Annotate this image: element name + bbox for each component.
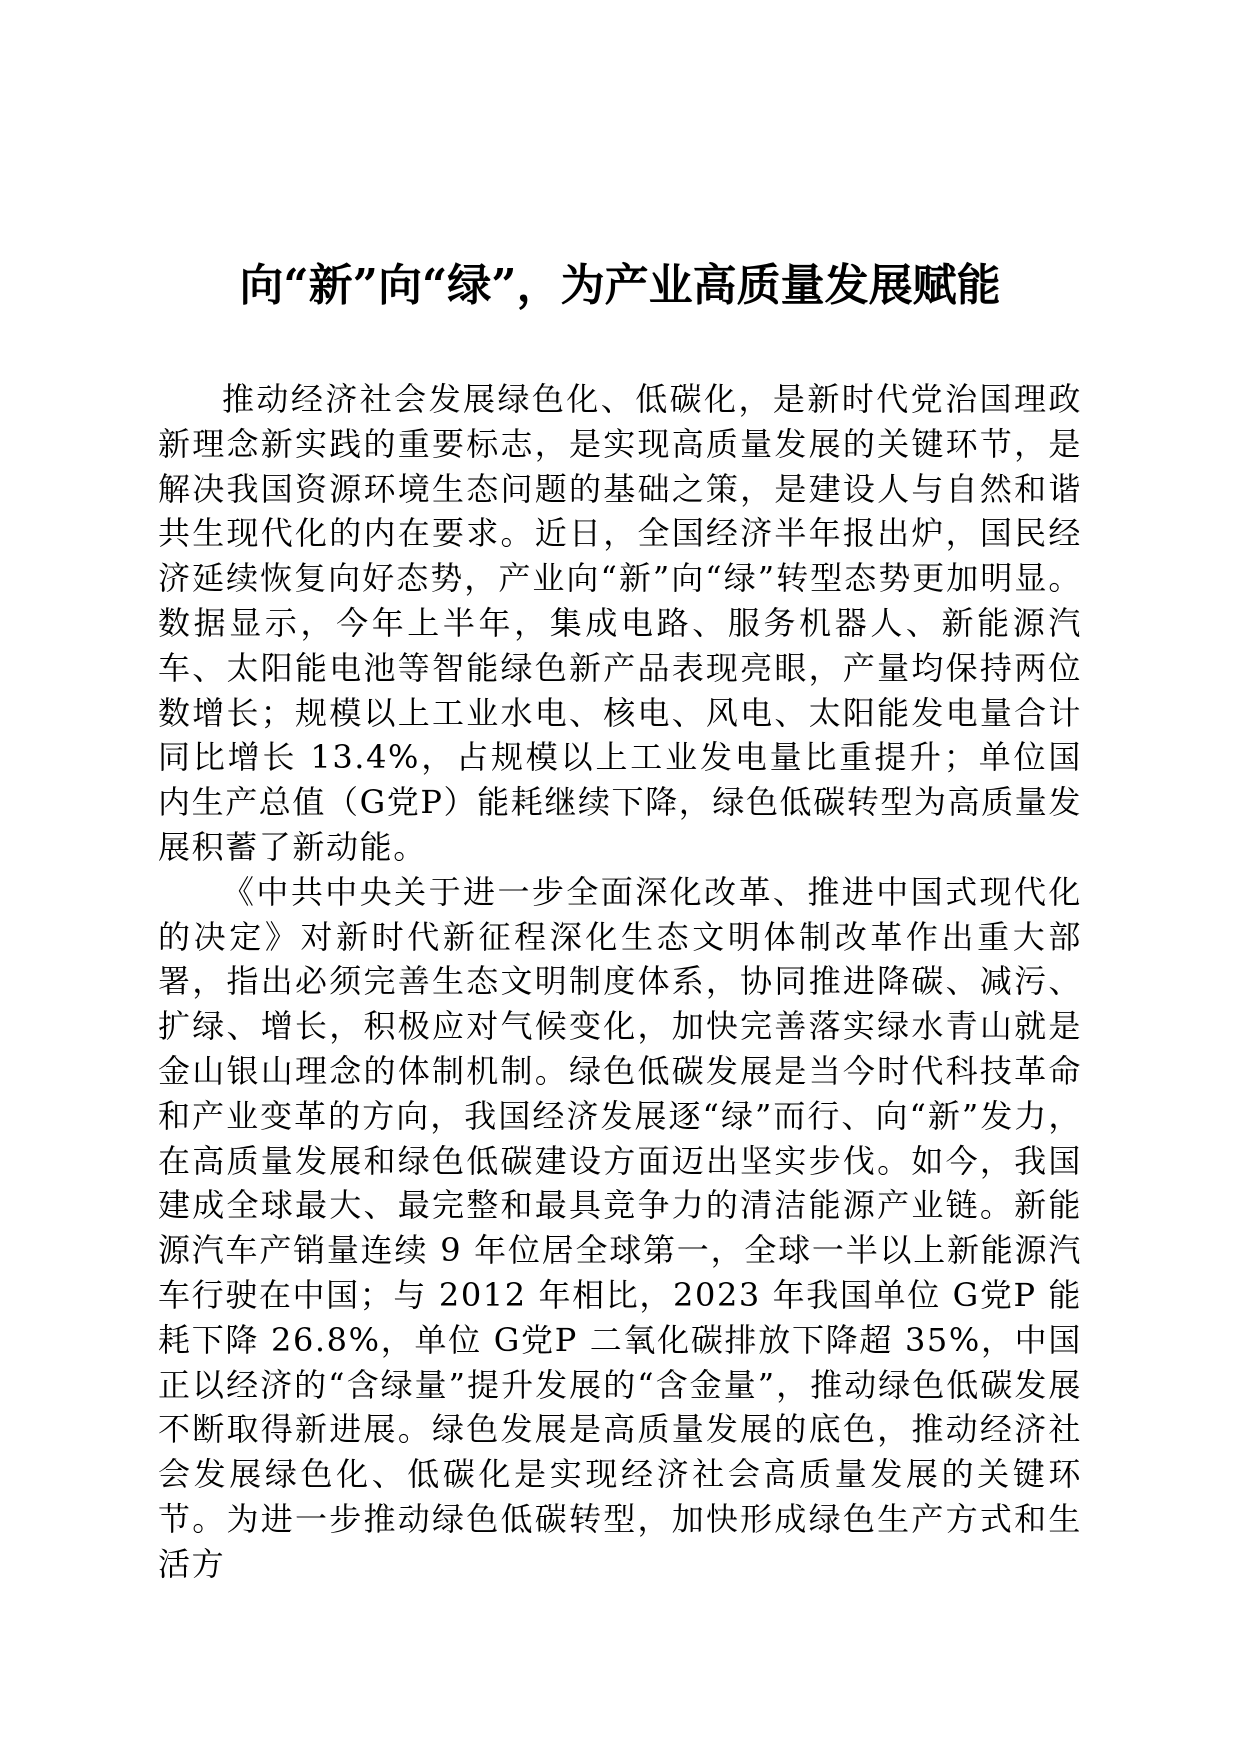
document-title: 向“新”向“绿”，为产业高质量发展赋能 xyxy=(239,260,1001,311)
paragraph-1: 推动经济社会发展绿色化、低碳化，是新时代党治国理政新理念新实践的重要标志，是实现高质量发展的关键环节，是解决我国资源环境生态问题的基础之策，是建设人与自然和谐共生现代化的内在要求。近日，全国经济半年报出炉，国民经济延续恢复向好态势，产业向“新”向“绿”转型态势更加明显。数据显示，今年上半年，集成电路、服务机器人、新能源汽车、太阳能电池等智能绿色新产品表现亮眼，产量均保持两位数增长；规模以上工业水电、核电、风电、太阳能发电量合计同比增长 13.4%，占规模以上工业发电量比重提升；单位国内生产总值（G党P）能耗继续下降，绿色低碳转型为高质量发展积蓄了新动能。 xyxy=(158,380,1082,866)
paragraph-2: 《中共中央关于进一步全面深化改革、推进中国式现代化的决定》对新时代新征程深化生态文明体制改革作出重大部署，指出必须完善生态文明制度体系，协同推进降碳、减污、扩绿、增长，积极应对气候变化，加快完善落实绿水青山就是金山银山理念的体制机制。绿色低碳发展是当今时代科技革命和产业变革的方向，我国经济发展逐“绿”而行、向“新”发力，在高质量发展和绿色低碳建设方面迈出坚实步伐。如今，我国建成全球最大、最完整和最具竞争力的清洁能源产业链。新能源汽车产销量连续 9 年位居全球第一，全球一半以上新能源汽车行驶在中国；与 2012 年相比，2023 年我国单位 G党P 能耗下降 26.8%，单位 G党P 二氧化碳排放下降超 35%，中国正以经济的“含绿量”提升发展的“含金量”，推动绿色低碳发展不断取得新进展。绿色发展是高质量发展的底色，推动经济社会发展绿色化、低碳化是实现经济社会高质量发展的关键环节。为进一步推动绿色低碳转型，加快形成绿色生产方式和生活方 xyxy=(158,872,1082,1583)
document-body xyxy=(158,377,1082,1587)
